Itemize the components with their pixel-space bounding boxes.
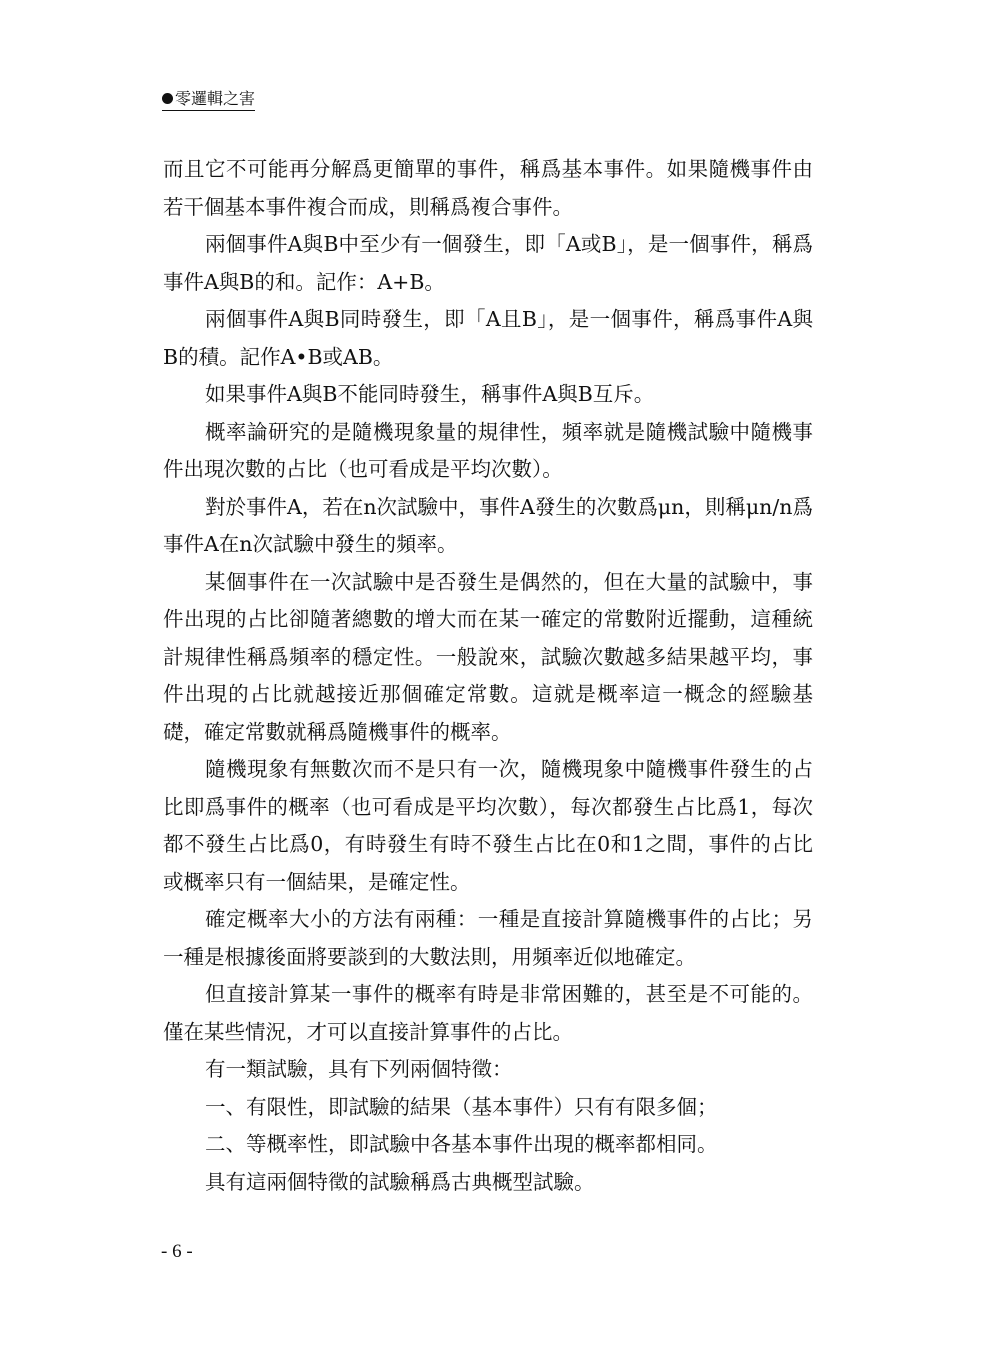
paragraph: 一、有限性，即試驗的結果（基本事件）只有有限多個； bbox=[205, 1094, 718, 1119]
paragraph: 而且它不可能再分解爲更簡單的事件，稱爲基本事件。如果隨機事件由若干個基本事件複合而成，則稱爲複合事件。 bbox=[163, 157, 813, 219]
paragraph: 兩個事件A與B中至少有一個發生，即「A或B」，是一個事件，稱爲事件A與B的和。記作：A+B。 bbox=[163, 232, 813, 294]
body-text bbox=[163, 151, 813, 1201]
paragraph: 確定概率大小的方法有兩種：一種是直接計算隨機事件的占比；另一種是根據後面將要談到的大數法則，用頻率近似地確定。 bbox=[163, 907, 813, 969]
book-title: 零邏輯之害 bbox=[175, 89, 256, 108]
paragraph: 二、等概率性，即試驗中各基本事件出現的概率都相同。 bbox=[205, 1132, 718, 1156]
running-header bbox=[162, 89, 255, 111]
page-number: - 6 - bbox=[161, 1241, 193, 1262]
paragraph: 如果事件A與B不能同時發生，稱事件A與B互斥。 bbox=[205, 382, 655, 406]
paragraph: 隨機現象有無數次而不是只有一次，隨機現象中隨機事件發生的占比即爲事件的概率（也可看成是平均次數），每次都發生占比爲1，每次都不發生占比爲0，有時發生有時不發生占比在0和1之間，事件的占比或概率只有一個結果，是確定性。 bbox=[163, 757, 813, 894]
paragraph: 概率論研究的是隨機現象量的規律性，頻率就是隨機試驗中隨機事件出現次數的占比（也可看成是平均次數）。 bbox=[163, 419, 813, 481]
paragraph: 具有這兩個特徵的試驗稱爲古典概型試驗。 bbox=[205, 1169, 595, 1194]
paragraph: 某個事件在一次試驗中是否發生是偶然的，但在大量的試驗中，事件出現的占比卻隨著總數的增大而在某一確定的常數附近擺動，這種統計規律性稱爲頻率的穩定性。一般說來，試驗次數越多結果越平均，事件出現的占比就越接近那個確定常數。這就是概率這一概念的經驗基礎，確定常數就稱爲隨機事件的概率。 bbox=[163, 569, 813, 744]
paragraph: 對於事件A，若在n次試驗中，事件A發生的次數爲μn，則稱μn/n爲事件A在n次試驗中發生的頻率。 bbox=[163, 494, 813, 556]
paragraph: 但直接計算某一事件的概率有時是非常困難的，甚至是不可能的。僅在某些情況，才可以直接計算事件的占比。 bbox=[163, 982, 813, 1044]
paragraph: 兩個事件A與B同時發生，即「A且B」，是一個事件，稱爲事件A與B的積。記作A•B或AB。 bbox=[163, 307, 813, 369]
bullet-icon bbox=[162, 93, 173, 104]
paragraph: 有一類試驗，具有下列兩個特徵： bbox=[205, 1057, 513, 1081]
